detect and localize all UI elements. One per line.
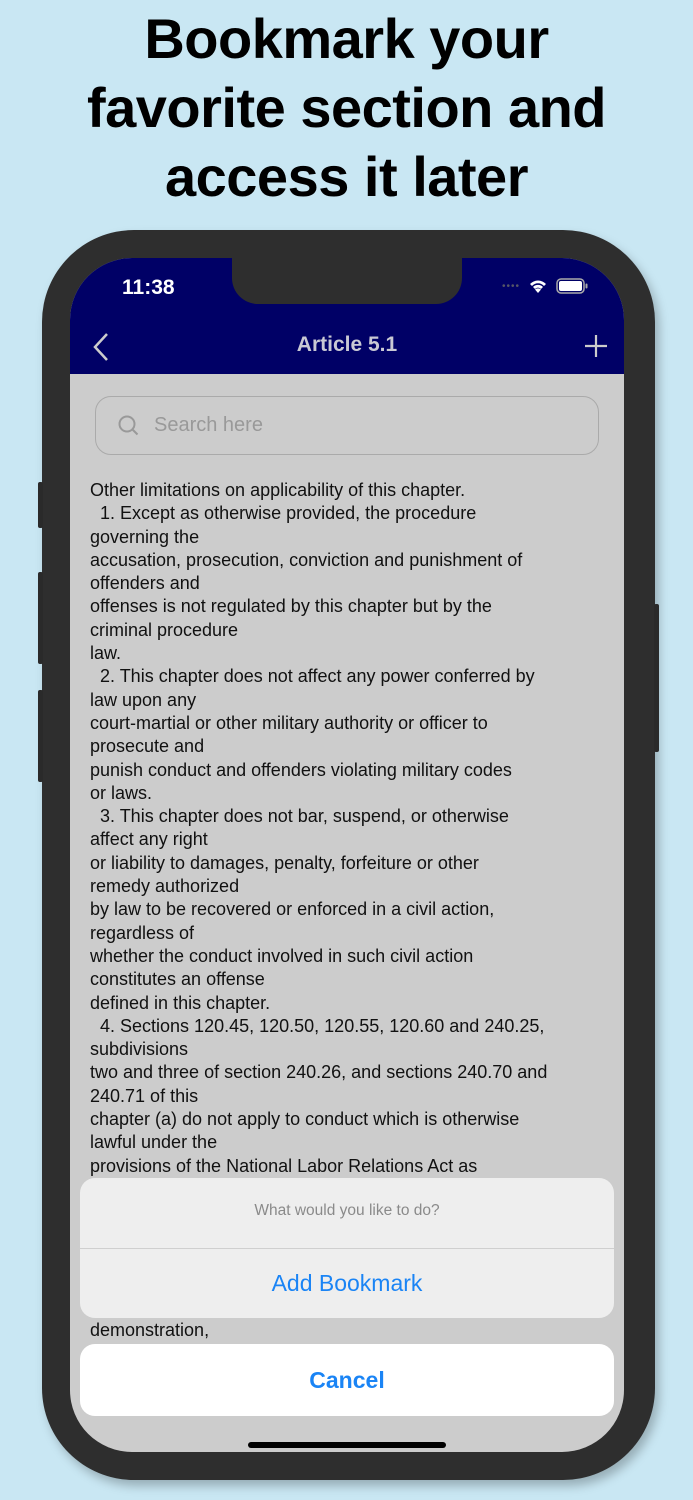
article-text-line: regardless of: [90, 922, 195, 943]
article-text-line: constitutes an offense: [90, 969, 265, 990]
notch: [232, 258, 462, 304]
article-text-line: offenses is not regulated by this chapter but by the: [90, 596, 492, 617]
article-text-line: lawful under the: [90, 1132, 218, 1153]
article-text-line: or liability to damages, penalty, forfeiture or other: [90, 852, 479, 873]
page-title: Article 5.1: [296, 333, 398, 356]
article-text-line: remedy authorized: [90, 876, 240, 897]
headline-line: Bookmark your: [144, 7, 549, 70]
article-text-line: whether the conduct involved in such civil action: [90, 945, 474, 966]
plus-icon: [584, 334, 608, 358]
article-text-line: by law to be recovered or enforced in a civil action,: [90, 899, 495, 920]
article-text-line: prosecute and: [90, 736, 205, 757]
battery-icon: [556, 278, 588, 294]
article-text-line: 4. Sections 120.45, 120.50, 120.55, 120.60 and 240.25,: [90, 1015, 545, 1036]
article-text-line: 3. This chapter does not bar, suspend, or otherwise: [90, 806, 509, 827]
volume-down-button: [38, 690, 43, 782]
action-sheet: [80, 1178, 614, 1318]
article-text-line: Other limitations on applicability of this chapter.: [90, 480, 466, 500]
headline-line: access it later: [165, 145, 528, 208]
article-text-line: governing the: [90, 526, 200, 547]
app-screen: [70, 258, 624, 1452]
cancel-button[interactable]: Cancel: [80, 1344, 614, 1416]
navigation-bar: [70, 258, 624, 374]
article-text-line: demonstration,: [90, 1320, 210, 1340]
volume-up-button: [38, 572, 43, 664]
power-button: [654, 604, 659, 752]
status-time: 11:38: [122, 276, 175, 299]
article-text-line: law upon any: [90, 689, 197, 710]
promo-headline: [0, 4, 693, 211]
article-text-line: offenders and: [90, 573, 200, 594]
headline-line: favorite section and: [86, 76, 607, 139]
article-text-line: law.: [90, 643, 122, 664]
status-icons: [502, 278, 588, 294]
action-sheet-title: What would you like to do?: [254, 1202, 440, 1219]
search-icon: [118, 415, 140, 437]
article-text-line: accusation, prosecution, conviction and punishment of: [90, 549, 523, 570]
article-text-line: defined in this chapter.: [90, 992, 271, 1013]
add-bookmark-button[interactable]: Add Bookmark: [271, 1270, 423, 1296]
article-text-line: provisions of the National Labor Relations Act as: [90, 1155, 478, 1176]
article-text-line: or laws.: [90, 782, 153, 803]
article-text-line: 240.71 of this: [90, 1085, 199, 1106]
article-text-line: chapter (a) do not apply to conduct which is otherwise: [90, 1109, 520, 1130]
search-input[interactable]: [95, 396, 599, 455]
article-text-line: subdivisions: [90, 1039, 189, 1060]
signal-icon: ••••: [501, 280, 520, 292]
article-text: [90, 479, 610, 1178]
article-text-line: 2. This chapter does not affect any power conferred by: [90, 666, 535, 687]
wifi-icon: [528, 278, 548, 294]
article-text-line: criminal procedure: [90, 619, 239, 640]
article-text-line: two and three of section 240.26, and sections 240.70 and: [90, 1062, 548, 1083]
article-text-line: punish conduct and offenders violating military codes: [90, 759, 512, 780]
add-button[interactable]: [584, 334, 608, 363]
article-text-line: 1. Except as otherwise provided, the procedure: [90, 503, 477, 524]
article-text-line: affect any right: [90, 829, 208, 850]
mute-switch: [38, 482, 43, 528]
home-indicator[interactable]: [248, 1442, 446, 1448]
search-placeholder: Search here: [154, 414, 263, 436]
article-text-line: court-martial or other military authority or officer to: [90, 712, 488, 733]
